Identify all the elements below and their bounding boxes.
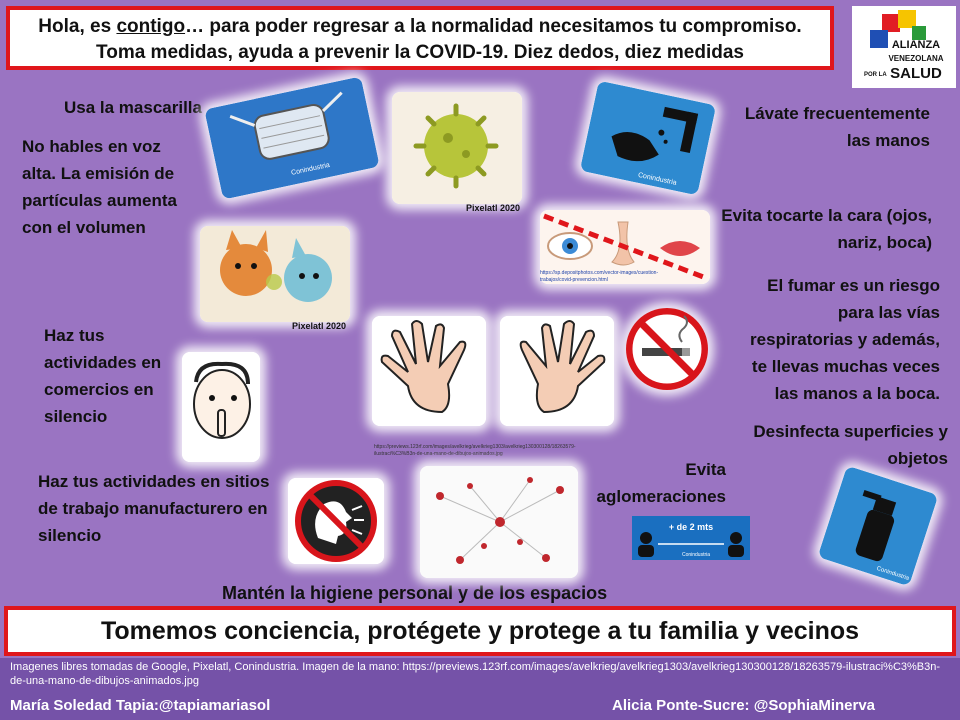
no-smoking-illustration [626, 308, 708, 390]
hand-right-icon [500, 316, 614, 426]
measure-disinfect-line2: objetos [887, 449, 948, 468]
handwash-icon [580, 81, 717, 196]
logo-text-prefix: POR LA [864, 72, 887, 78]
measure-disinfect-line1: Desinfecta superficies y [753, 422, 948, 441]
cartoon-animals-illustration [200, 226, 350, 322]
mask-illustration [204, 76, 380, 199]
distance-sign [632, 516, 750, 560]
measure-smoke-line5: las manos a la boca. [774, 384, 940, 403]
virus-illustration [392, 92, 522, 204]
measure-smoke-line4: te llevas muchas veces [751, 357, 940, 376]
distance-label: + de 2 mts [668, 522, 714, 532]
spray-bottle-icon [818, 466, 939, 587]
right-hand-illustration [500, 316, 614, 426]
measure-wash [700, 100, 930, 154]
silence-face-illustration [182, 352, 260, 462]
hands-image-url: https://previews.123rf.com/images/avelkrieg/avelkrieg1303/avelkrieg130300128/18263579-ilustraci%C3%B3n-de-una-mano-de-dibujos-animados.jpg [374, 444, 576, 457]
no-talking-icon [288, 478, 384, 564]
social-distance-icon [632, 516, 750, 560]
header-line1-underlined: contigo [116, 16, 186, 37]
mask-credit: Conindustria [290, 161, 331, 177]
measure-crowd-line2: aglomeraciones [596, 487, 726, 506]
cartoon-cat-icon [200, 226, 350, 322]
hand-left-icon [372, 316, 486, 426]
header-line2: Toma medidas, ayuda a prevenir la COVID-19. Diez dedos, diez medidas [96, 42, 744, 63]
measure-face [680, 202, 932, 256]
measure-wash-line1: Lávate frecuentemente [744, 104, 930, 123]
header-line1-a: Hola, es [38, 16, 117, 37]
handwash-illustration [580, 81, 717, 196]
measure-disinfect [700, 418, 948, 472]
header-line1-b: … para poder regresar a la normalidad necesitamos tu compromiso. [185, 16, 802, 37]
measure-shops: Haz tus actividades en comercios en silencio [44, 326, 162, 426]
measure-smoke-line1: El fumar es un riesgo [767, 276, 940, 295]
spray-credit: Conindustria [875, 565, 910, 582]
face-image-url: https://sp.depositphotos.com/vector-images/cuestion-trabajos/covid-prevencion.html [540, 270, 659, 283]
measure-smoke-line2: para las vías [837, 303, 940, 322]
crowd-network-illustration [420, 466, 578, 578]
measure-smoke-line3: respiratorias y además, [750, 330, 940, 349]
pixelatl-credit-2: Pixelatl 2020 [292, 321, 347, 331]
disinfect-spray-illustration [818, 466, 939, 587]
measure-voice: No hables en voz alta. La emisión de partículas aumenta con el volumen [22, 137, 177, 237]
distance-credit: Conindustria [681, 552, 711, 558]
measure-face-line2: nariz, boca) [837, 233, 932, 252]
logo-text-3: SALUD [890, 65, 942, 82]
measure-crowd [580, 456, 726, 510]
measure-face-line1: Evita tocarte la cara (ojos, [721, 206, 932, 225]
logo-text-1: ALIANZA [891, 39, 941, 51]
footer-note: Imagenes libres tomadas de Google, Pixelatl, Conindustria. Imagen de la mano: https://previews.123rf.com/images/avelkrieg/avelkrieg1303/avelkrieg130300128/18263579-ilustraci%C3%B3n-de-una-mano-de-dibujos-animados.jpg [10, 661, 941, 687]
no-smoking-icon [626, 308, 708, 390]
virus-icon [392, 92, 522, 204]
no-talking-illustration [288, 478, 384, 564]
alianza-logo [852, 6, 956, 88]
pixelatl-credit-1: Pixelatl 2020 [466, 203, 521, 213]
measure-crowd-line1: Evita [685, 460, 726, 479]
measure-work: Haz tus actividades en sitios de trabajo manufacturero en silencio [38, 472, 270, 545]
measure-wash-line2: las manos [846, 131, 930, 150]
measure-mask: Usa la mascarilla [64, 98, 202, 117]
slogan-banner: Tomemos conciencia, protégete y protege a tu familia y vecinos [4, 606, 956, 656]
author-right: Alicia Ponte-Sucre: @SophiaMinerva [612, 697, 876, 714]
measure-smoke [690, 272, 940, 407]
shush-face-icon [182, 352, 260, 462]
handwash-credit: Conindustria [637, 171, 678, 187]
left-hand-illustration [372, 316, 486, 426]
header-banner [6, 6, 834, 70]
face-mask-icon [204, 76, 380, 199]
logo-text-2: VENEZOLANA [888, 54, 944, 63]
crowd-people-icon [420, 466, 578, 578]
measure-hygiene: Mantén la higiene personal y de los espacios [222, 583, 608, 603]
author-left: María Soledad Tapia:@tapiamariasol [10, 697, 271, 714]
logo-puzzle-icon [852, 6, 956, 88]
